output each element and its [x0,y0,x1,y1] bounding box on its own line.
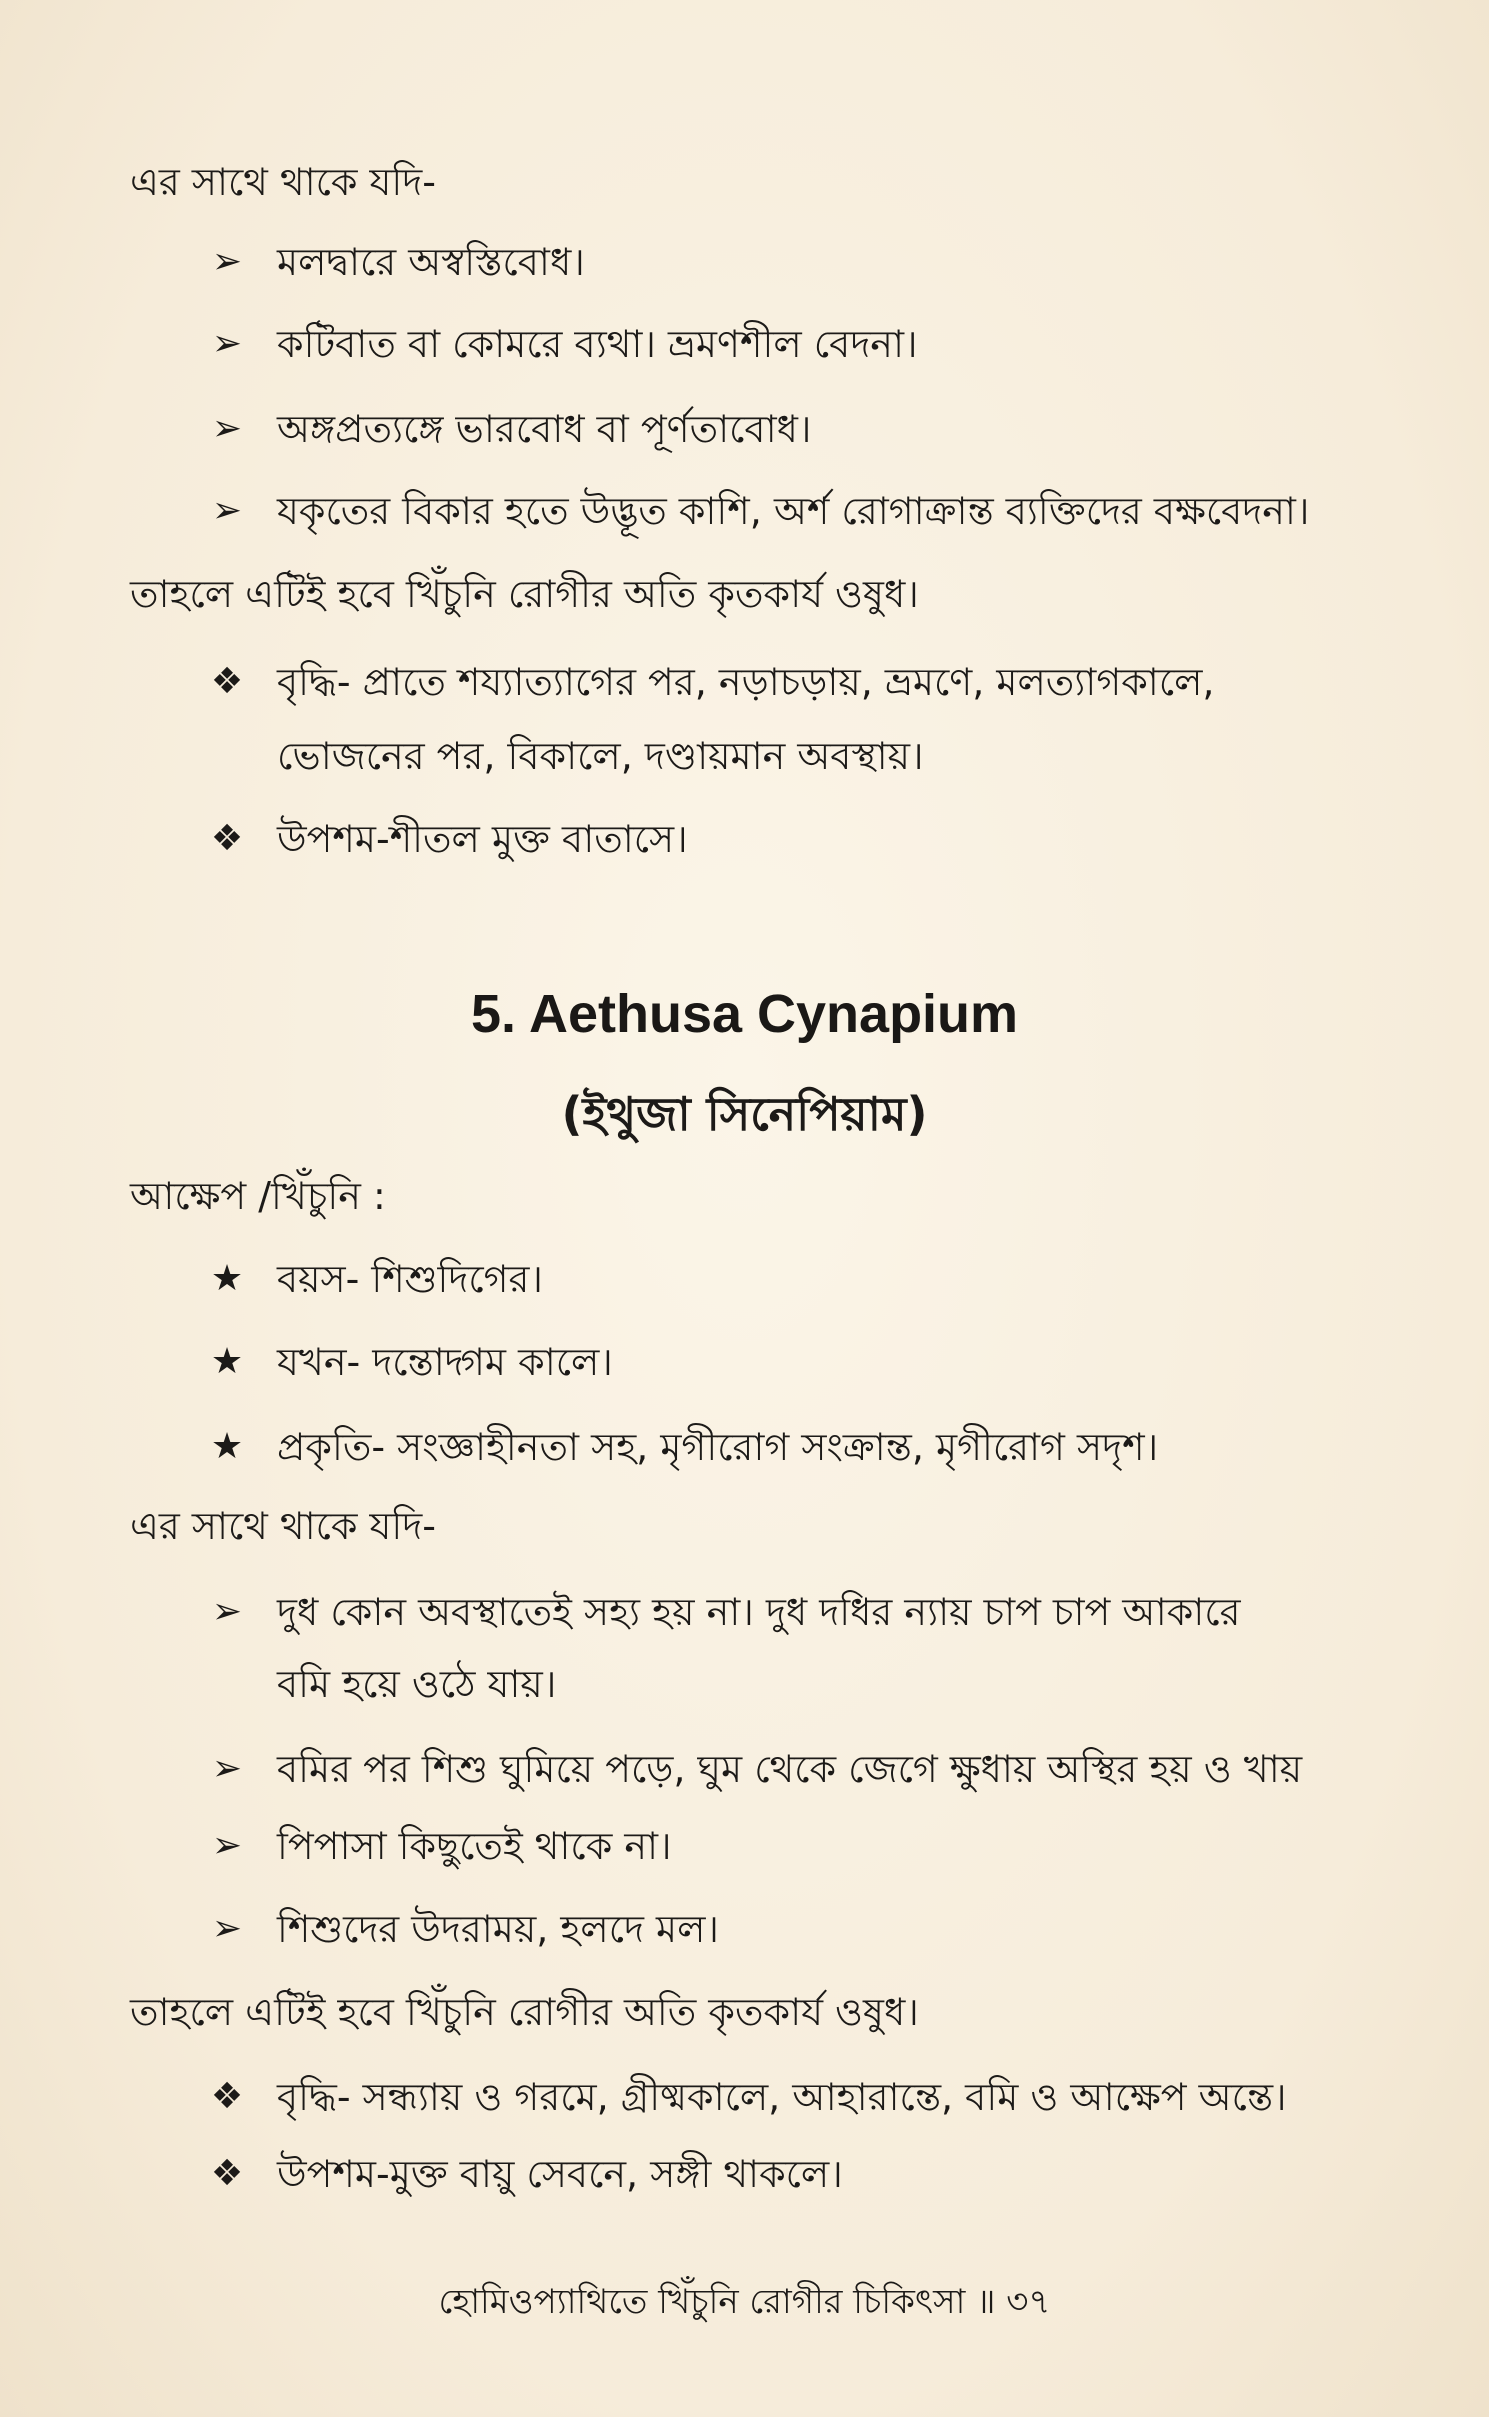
section-intro: এর সাথে থাকে যদি- [130,1504,436,1548]
symptom-item: কটিবাত বা কোমরে ব্যথা। ভ্রমণশীল বেদনা। [277,322,918,366]
modality-amelioration: উপশম-শীতল মুক্ত বাতাসে। [277,817,688,861]
star-bullet-icon: ★ [210,1258,244,1299]
symptom-item: শিশুদের উদরাময়, হলদে মল। [277,1907,720,1951]
symptom-item: মলদ্বারে অস্বস্তিবোধ। [277,240,585,284]
symptom-item-cont: বমি হয়ে ওঠে যায়। [277,1662,557,1706]
arrow-bullet-icon: ➢ [211,1908,243,1949]
arrow-bullet-icon: ➢ [211,1748,243,1789]
symptom-item: বমির পর শিশু ঘুমিয়ে পড়ে, ঘুম থেকে জেগে ক্ষুধায় অস্থির হয় ও খায় [277,1747,1303,1791]
symptom-item: যকৃতের বিকার হতে উদ্ভূত কাশি, অর্শ রোগাক্রান্ত ব্যক্তিদের বক্ষবেদনা। [277,489,1310,533]
category-label: আক্ষেপ /খিঁচুনি : [130,1174,386,1218]
remedy-subtitle: (ইথুজা সিনেপিয়াম) [561,1087,928,1141]
remedy-title: 5. Aethusa Cynapium [470,984,1019,1044]
modality-aggravation-cont: ভোজনের পর, বিকালে, দণ্ডায়মান অবস্থায়। [277,734,924,778]
diamond-bullet-icon: ❖ [210,661,244,702]
diamond-bullet-icon: ❖ [210,2076,244,2117]
page-footer: হোমিওপ্যাথিতে খিঁচুনি রোগীর চিকিৎসা ॥ ৩৭ [438,2282,1051,2322]
diamond-bullet-icon: ❖ [210,2153,244,2194]
symptom-item: দুধ কোন অবস্থাতেই সহ্য হয় না। দুধ দধির ন্যায় চাপ চাপ আকারে [277,1590,1241,1634]
conclusion-text: তাহলে এটিই হবে খিঁচুনি রোগীর অতি কৃতকার্য ওষুধ। [130,572,919,616]
modality-amelioration: উপশম-মুক্ত বায়ু সেবনে, সঙ্গী থাকলে। [277,2152,843,2196]
symptom-item: পিপাসা কিছুতেই থাকে না। [277,1824,672,1868]
arrow-bullet-icon: ➢ [211,323,243,364]
arrow-bullet-icon: ➢ [211,490,243,531]
keynote-item: প্রকৃতি- সংজ্ঞাহীনতা সহ, মৃগীরোগ সংক্রান্ত, মৃগীরোগ সদৃশ। [277,1425,1159,1469]
symptom-item: অঙ্গপ্রত্যঙ্গে ভারবোধ বা পূর্ণতাবোধ। [277,407,812,451]
conclusion-text: তাহলে এটিই হবে খিঁচুনি রোগীর অতি কৃতকার্য ওষুধ। [130,1990,919,2034]
section-intro: এর সাথে থাকে যদি- [130,160,436,204]
arrow-bullet-icon: ➢ [211,1825,243,1866]
star-bullet-icon: ★ [210,1341,244,1382]
modality-aggravation: বৃদ্ধি- প্রাতে শয্যাত্যাগের পর, নড়াচড়ায়, ভ্রমণে, মলত্যাগকালে, [277,660,1215,704]
star-bullet-icon: ★ [210,1426,244,1467]
keynote-item: বয়স- শিশুদিগের। [277,1257,543,1301]
arrow-bullet-icon: ➢ [211,241,243,282]
arrow-bullet-icon: ➢ [211,408,243,449]
keynote-item: যখন- দন্তোদ্গম কালে। [277,1340,613,1384]
diamond-bullet-icon: ❖ [210,818,244,859]
arrow-bullet-icon: ➢ [211,1591,243,1632]
modality-aggravation: বৃদ্ধি- সন্ধ্যায় ও গরমে, গ্রীষ্মকালে, আহারান্তে, বমি ও আক্ষেপ অন্তে। [277,2075,1287,2119]
